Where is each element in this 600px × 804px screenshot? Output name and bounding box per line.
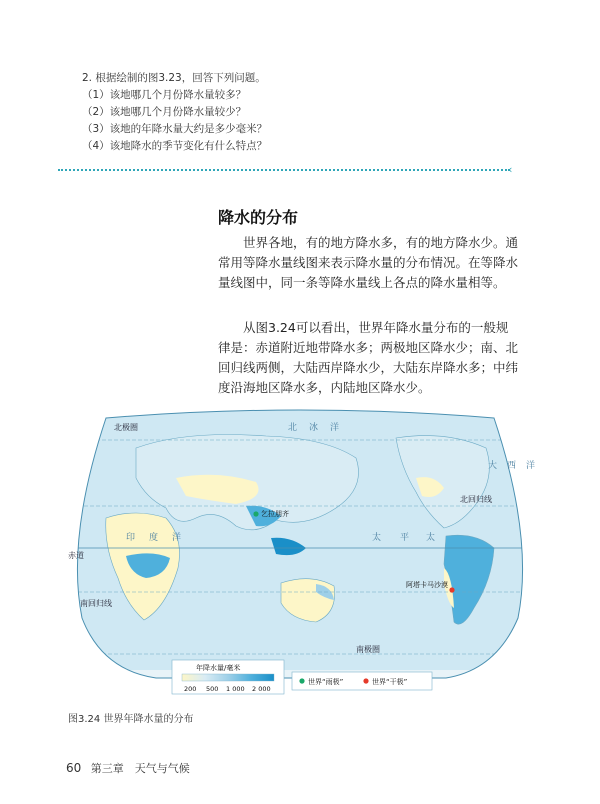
pacific-ocean-label-tai: 太 xyxy=(372,533,382,543)
paragraph: 世界各地，有的地方降水多，有的地方降水少。通常用等降水量线图来表示降水量的分布情况。在等降水量线图中，同一条等降水量线上各点的降水量相等。 xyxy=(218,235,519,290)
tropic-cancer-label: 北回归线 xyxy=(460,495,492,504)
paragraph: 从图3.24可以看出，世界年降水量分布的一般规律是：赤道附近地带降水多；两极地区降水少；南、北回归线两侧，大陆西岸降水少，大陆东岸降水多；中纬度沿海地区降水多，内陆地区降水少。 xyxy=(218,320,519,395)
world-precipitation-map xyxy=(66,408,546,702)
figure-caption: 图3.24 世界年降水量的分布 xyxy=(68,714,194,725)
question-intro: 2. 根据绘制的图3.23，回答下列问题。 xyxy=(82,72,266,84)
wettest-place-marker xyxy=(253,511,258,516)
legend-wettest-label: 世界“雨极” xyxy=(308,678,344,686)
section-title: 降水的分布 xyxy=(218,208,299,227)
equator-label: 赤道 xyxy=(68,551,84,560)
legend-color-ramp xyxy=(182,674,274,681)
legend-wettest-marker xyxy=(299,678,304,683)
divider-chevron-icon: ‹ xyxy=(508,163,513,176)
legend-driest-marker xyxy=(363,678,368,683)
pacific-ocean-label-yang: 太 xyxy=(426,533,436,543)
arctic-circle-label: 北极圈 xyxy=(114,423,138,432)
chapter-title: 第三章 天气与气候 xyxy=(90,762,190,775)
question-item: （3）该地的年降水量大约是多少毫米？ xyxy=(82,123,268,135)
legend-tick: 1 000 xyxy=(226,685,245,693)
tropic-capricorn-label: 南回归线 xyxy=(80,599,112,608)
page-number: 60 xyxy=(66,761,82,775)
antarctic-circle-label: 南极圈 xyxy=(356,645,380,654)
legend-tick: 500 xyxy=(206,685,219,693)
page-footer xyxy=(66,760,190,776)
legend-title: 年降水量/毫米 xyxy=(196,664,241,672)
wettest-place-label: 乞拉朋齐 xyxy=(261,510,289,518)
pacific-ocean-label-ping: 平 xyxy=(400,533,410,543)
question-item: （1）该地哪几个月份降水量较多？ xyxy=(82,89,247,101)
legend-tick: 2 000 xyxy=(252,685,271,693)
driest-place-label: 阿塔卡马沙漠 xyxy=(406,581,448,589)
atlantic-ocean-label: 大西洋 xyxy=(488,461,546,471)
legend-tick: 200 xyxy=(184,685,197,693)
question-item: （4）该地降水的季节变化有什么特点？ xyxy=(82,140,268,152)
question-item: （2）该地哪几个月份降水量较少？ xyxy=(82,106,247,118)
question-block xyxy=(82,70,267,155)
indian-ocean-label: 印度洋 xyxy=(126,533,196,543)
arctic-ocean-label: 北冰洋 xyxy=(288,423,352,433)
driest-place-marker xyxy=(449,587,454,592)
section-divider xyxy=(58,169,510,171)
legend-driest-label: 世界“干极” xyxy=(372,678,408,686)
